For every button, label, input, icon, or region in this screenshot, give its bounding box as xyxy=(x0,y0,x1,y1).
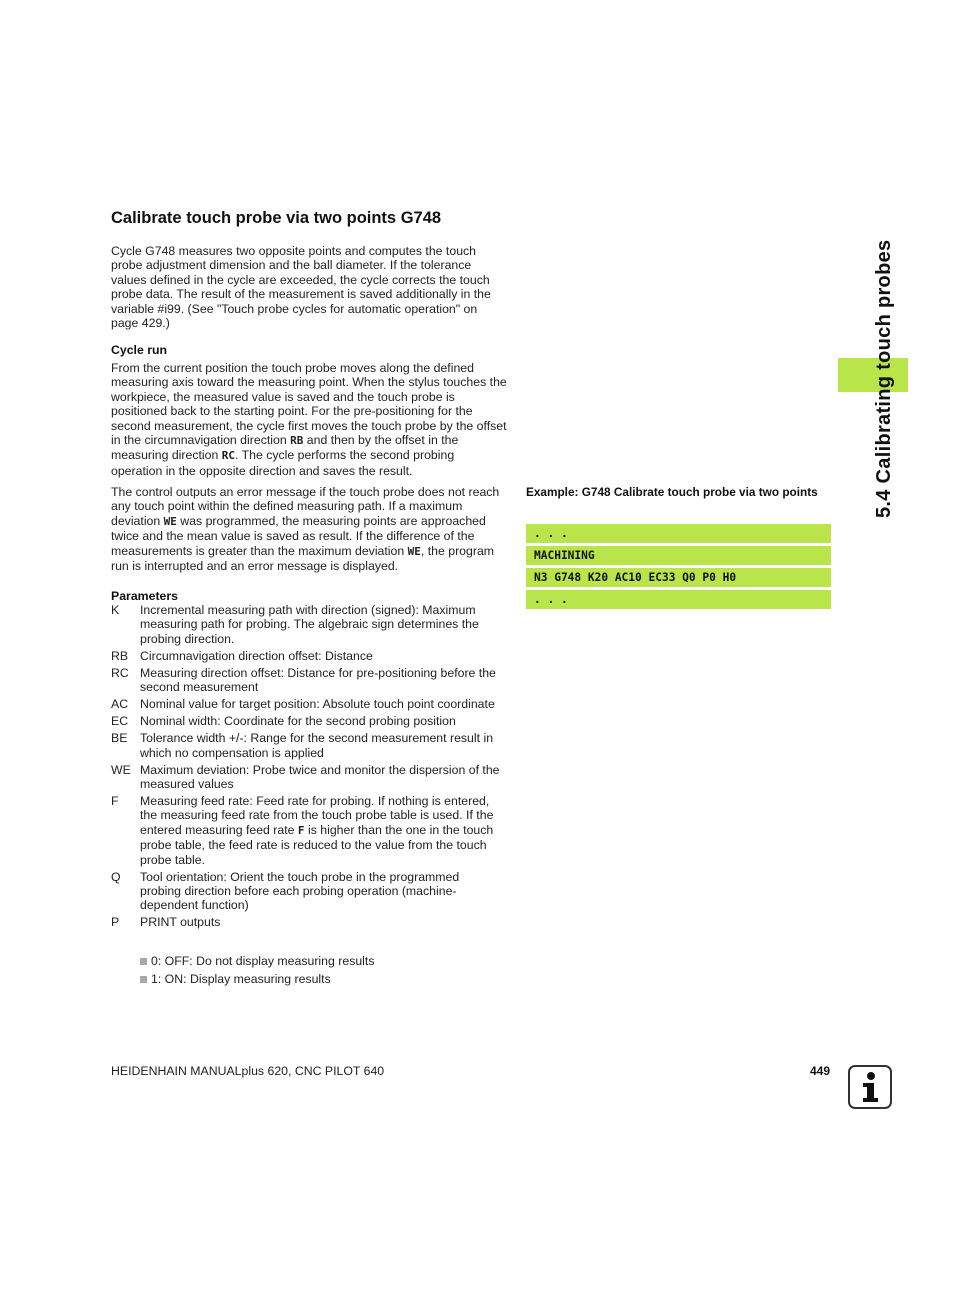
cycle-run-paragraph-1: From the current position the touch probe moves along the defined measuring axis toward the measuring point. When the stylus touches the workpiece, the measured value is saved and the touch probe is positioned back to the starting point. For the pre-positioning for the second measurement, the cycle first moves the touch probe by the offset in the circumnavigation direction RB and then by the offset in the measuring direction RC. The cycle performs the second probing operation in the opposite direction and saves the result. xyxy=(111,361,507,478)
section-tab-label: 5.4 Calibrating touch probes xyxy=(873,239,895,518)
list-item xyxy=(140,952,374,970)
print-options-list xyxy=(140,952,374,988)
example-title: Example: G748 Calibrate touch probe via two points xyxy=(526,485,818,499)
code-line: . . . xyxy=(526,590,831,609)
parameter-row xyxy=(111,915,511,929)
code-line: N3 G748 K20 AC10 EC33 Q0 P0 H0 xyxy=(526,568,831,587)
list-item-text: 1: ON: Display measuring results xyxy=(151,972,331,986)
page-number: 449 xyxy=(810,1064,831,1078)
list-item-text: 0: OFF: Do not display measuring results xyxy=(151,954,375,968)
parameter-desc: PRINT outputs xyxy=(140,915,221,930)
parameter-desc: Tool orientation: Orient the touch probe in the programmed probing direction before each probing operation (machine-dependent function) xyxy=(140,869,460,913)
parameter-desc: Circumnavigation direction offset: Distance xyxy=(140,648,373,663)
code-line: . . . xyxy=(526,524,831,543)
parameter-desc: Tolerance width +/-: Range for the second measurement result in which no compensation is applied xyxy=(140,731,494,760)
intro-paragraph: Cycle G748 measures two opposite points and computes the touch probe adjustment dimension and the ball diameter. If the tolerance values defined in the cycle are exceeded, the cycle corrects the touch probe data. The result of the measurement is saved additionally in the variable #i99. (See "Touch probe cycles for automatic operation" on page 429.) xyxy=(111,244,491,331)
list-item xyxy=(140,970,374,988)
parameter-key: RB xyxy=(111,648,129,663)
parameter-desc: Measuring feed rate: Feed rate for probing. If nothing is entered, the measuring feed rate from the touch probe table is used. If the entered measuring feed rate F is higher than the one in the touch probe table, the feed rate is reduced to the value from the touch probe table. xyxy=(140,794,494,867)
bullet-icon xyxy=(140,976,147,983)
bullet-icon xyxy=(140,958,147,965)
parameter-row xyxy=(111,649,511,663)
parameter-desc: Incremental measuring path with direction (signed): Maximum measuring path for probing. The algebraic sign determines the probing direction. xyxy=(140,603,479,646)
parameters-heading: Parameters xyxy=(111,589,178,603)
cycle-run-heading: Cycle run xyxy=(111,343,168,357)
info-icon xyxy=(848,1065,892,1109)
parameter-row xyxy=(111,731,511,760)
cycle-run-paragraph-2: The control outputs an error message if the touch probe does not reach any touch point within the defined measuring path. If a maximum deviation WE was programmed, the measuring points are approached twice and the mean value is saved as result. If the difference of the measurements is greater than the maximum deviation WE, the program run is interrupted and an error message is displayed. xyxy=(111,485,500,574)
parameter-row xyxy=(111,763,511,792)
footer-text: HEIDENHAIN MANUALplus 620, CNC PILOT 640 xyxy=(111,1064,385,1078)
parameter-row xyxy=(111,603,511,646)
parameter-desc: Measuring direction offset: Distance for pre-positioning before the second measurement xyxy=(140,665,496,695)
parameter-row xyxy=(111,794,511,867)
parameter-key: AC xyxy=(111,697,129,712)
parameter-key: F xyxy=(111,794,119,809)
parameter-key: EC xyxy=(111,714,129,729)
parameter-row xyxy=(111,666,511,695)
parameter-desc: Maximum deviation: Probe twice and monitor the dispersion of the measured values xyxy=(140,762,500,792)
parameter-key: Q xyxy=(111,869,121,884)
parameter-key: WE xyxy=(111,762,131,777)
parameter-row xyxy=(111,714,511,728)
code-line: MACHINING xyxy=(526,546,831,565)
section-tab xyxy=(839,213,895,518)
section-title: Calibrate touch probe via two points G748 xyxy=(111,209,442,227)
parameter-desc: Nominal value for target position: Absolute touch point coordinate xyxy=(140,697,495,712)
parameter-key: RC xyxy=(111,665,129,680)
parameter-key: P xyxy=(111,915,120,930)
parameter-desc: Nominal width: Coordinate for the second probing position xyxy=(140,714,456,729)
parameter-key: BE xyxy=(111,731,128,746)
parameter-row xyxy=(111,870,511,913)
parameter-key: K xyxy=(111,603,120,617)
parameter-row xyxy=(111,697,511,711)
parameter-list xyxy=(111,603,511,932)
